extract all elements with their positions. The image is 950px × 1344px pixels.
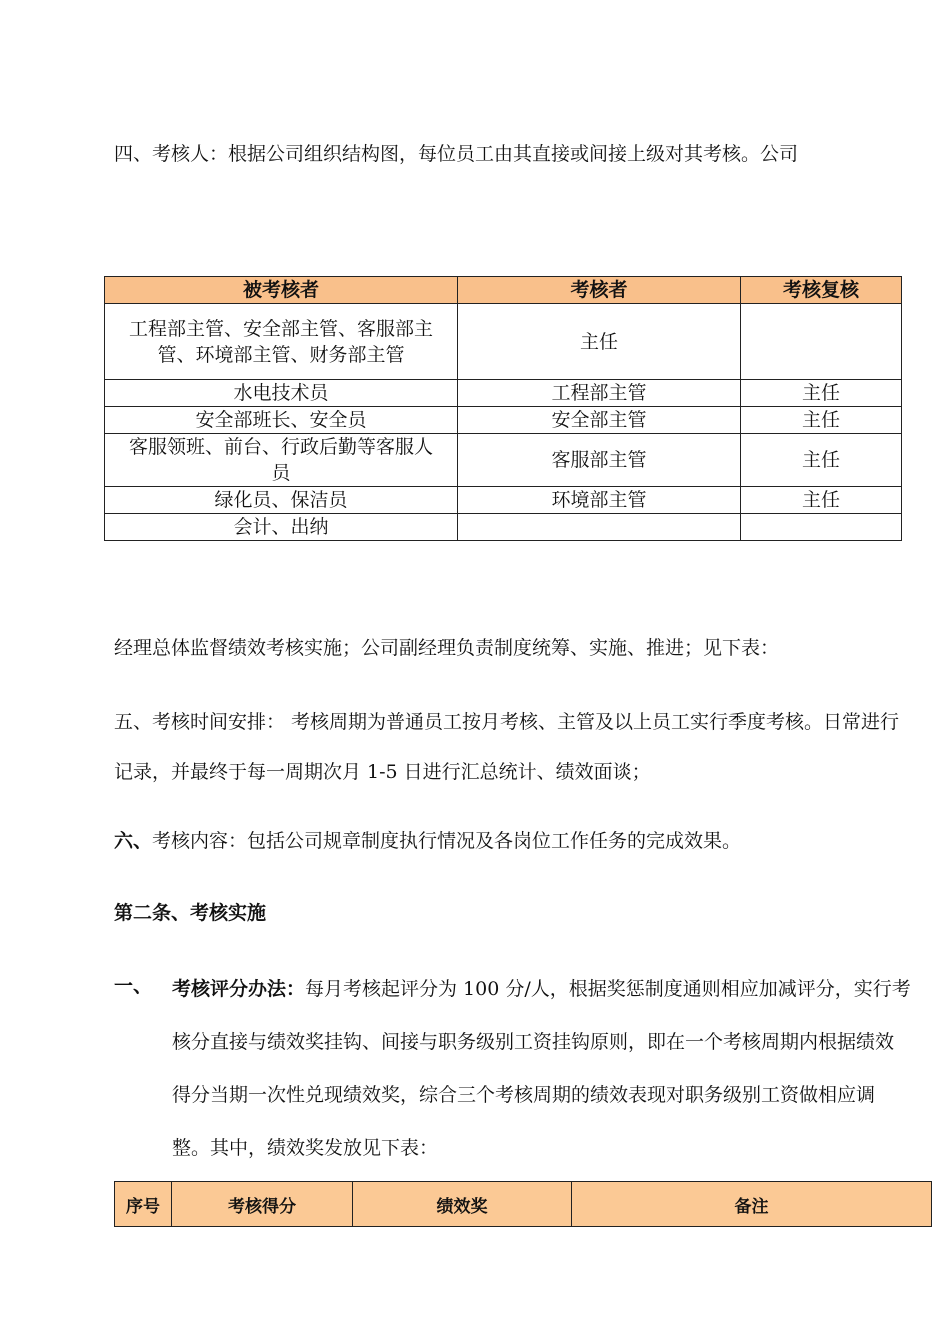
table-row xyxy=(105,514,902,541)
cell-assessor: 安全部主管 xyxy=(458,407,741,434)
item1-paragraph xyxy=(172,963,912,1175)
cell-assessor: 环境部主管 xyxy=(458,487,741,514)
cell-review: 主任 xyxy=(741,487,902,514)
cell-assessee: 绿化员、保洁员 xyxy=(105,487,458,514)
bonus-table-header xyxy=(115,1182,932,1227)
header-score: 考核得分 xyxy=(172,1182,353,1227)
section6-label: 六、 xyxy=(114,830,153,852)
cell-review: 主任 xyxy=(741,407,902,434)
cell-review xyxy=(741,304,902,380)
cell-review: 主任 xyxy=(741,380,902,407)
item1-number: 一、 xyxy=(114,975,153,997)
section4-paragraph: 四、考核人：根据公司组织结构图，每位员工由其直接或间接上级对其考核。公司 xyxy=(114,143,799,165)
cell-assessor: 主任 xyxy=(458,304,741,380)
item1-label: 考核评分办法： xyxy=(172,978,306,1000)
header-note: 备注 xyxy=(572,1182,932,1227)
section6-paragraph xyxy=(114,818,914,864)
item1-text: 每月考核起评分为 100 分/人，根据奖惩制度通则相应加减评分，实行考核分直接与绩效奖挂钩、间接与职务级别工资挂钩原则，即在一个考核周期内根据绩效得分当期一次性兑现绩效奖，综合三个考核周期的绩效表现对职务级别工资做相应调整。其中，绩效奖发放见下表： xyxy=(172,978,911,1159)
table-row xyxy=(105,304,902,380)
bonus-table xyxy=(114,1181,932,1227)
assessor-table xyxy=(104,276,902,541)
cell-review: 主任 xyxy=(741,434,902,487)
header-assessee: 被考核者 xyxy=(105,277,458,304)
cell-review xyxy=(741,514,902,541)
section5-paragraph: 五、考核时间安排： 考核周期为普通员工按月考核、主管及以上员工实行季度考核。日常进行记录，并最终于每一周期次月 1-5 日进行汇总统计、绩效面谈； xyxy=(114,711,900,783)
manager-paragraph: 经理总体监督绩效考核实施；公司副经理负责制度统筹、实施、推进；见下表： xyxy=(114,637,780,659)
cell-assessee: 会计、出纳 xyxy=(105,514,458,541)
header-assessor: 考核者 xyxy=(458,277,741,304)
cell-assessee: 安全部班长、安全员 xyxy=(105,407,458,434)
table-row xyxy=(105,434,902,487)
article2-heading: 第二条、考核实施 xyxy=(114,902,267,924)
assessor-table-header xyxy=(105,277,902,304)
table-row xyxy=(105,407,902,434)
cell-assessee: 工程部主管、安全部主管、客服部主管、环境部主管、财务部主管 xyxy=(105,304,458,380)
cell-assessee: 水电技术员 xyxy=(105,380,458,407)
table-row xyxy=(105,380,902,407)
cell-assessor: 工程部主管 xyxy=(458,380,741,407)
cell-assessor xyxy=(458,514,741,541)
table-row xyxy=(105,487,902,514)
header-index: 序号 xyxy=(115,1182,172,1227)
cell-assessee: 客服领班、前台、行政后勤等客服人员 xyxy=(105,434,458,487)
header-bonus: 绩效奖 xyxy=(353,1182,572,1227)
header-review: 考核复核 xyxy=(741,277,902,304)
cell-assessor: 客服部主管 xyxy=(458,434,741,487)
section6-text: 考核内容：包括公司规章制度执行情况及各岗位工作任务的完成效果。 xyxy=(152,830,742,852)
